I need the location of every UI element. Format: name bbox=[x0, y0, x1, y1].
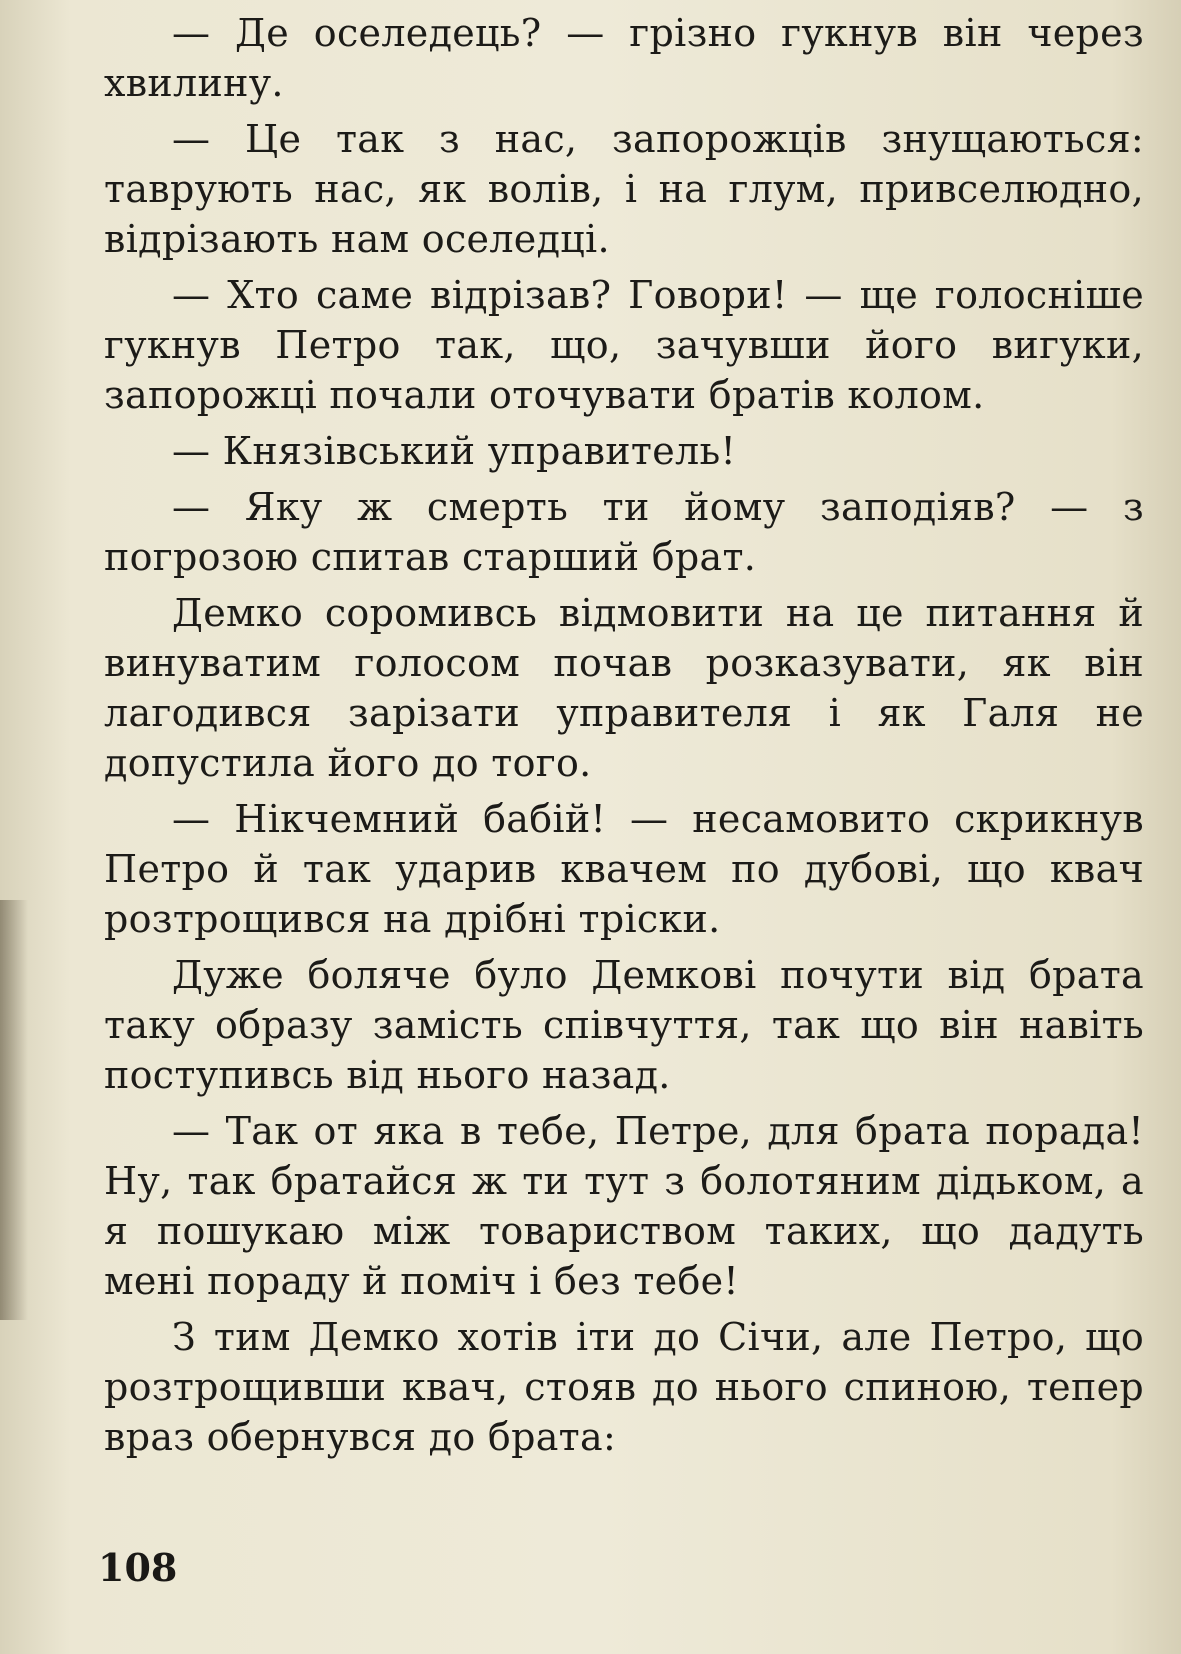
paragraph-9: — Так от яка в тебе, Петре, для брата порада! Ну, так братайся ж ти тут з болотяним дідьком, а я пошукаю між товариством таких, що дадуть мені пораду й поміч і без тебе! bbox=[104, 1109, 1144, 1303]
paragraph-7: — Нікчемний бабій! — несамовито скрикнув Петро й так ударив квачем по дубові, що квач розтрощився на дрібні тріски. bbox=[104, 797, 1144, 941]
page-edge-shadow bbox=[0, 900, 28, 1320]
paragraph-4: — Князівський управитель! bbox=[172, 429, 737, 473]
page-number: 108 bbox=[98, 1545, 178, 1590]
paragraph-8: Дуже боляче було Демкові почути від брата таку образу замість співчуття, так що він навіть поступивсь від нього назад. bbox=[104, 953, 1144, 1097]
paragraph-10: З тим Демко хотів іти до Січи, але Петро, що розтрощивши квач, стояв до нього спиною, тепер враз обернувся до брата: bbox=[104, 1315, 1144, 1459]
paragraph-5: — Яку ж смерть ти йому заподіяв? — з погрозою спитав старший брат. bbox=[104, 485, 1144, 579]
paragraph-3: — Хто саме відрізав? Говори! — ще голосніше гукнув Петро так, що, зачувши його вигуки, запорожці почали оточувати братів колом. bbox=[104, 273, 1144, 417]
paragraph-2: — Це так з нас, запорожців знущаються: таврують нас, як волів, і на глум, привселюдно, відрізають нам оселедці. bbox=[104, 117, 1144, 261]
paragraph-6: Демко соромивсь відмовити на це питання й винуватим голосом почав розказувати, як він лагодився зарізати управителя і як Галя не допустила його до того. bbox=[104, 591, 1144, 785]
paragraph-1: — Де оселедець? — грізно гукнув він через хвилину. bbox=[104, 11, 1144, 105]
page-text bbox=[104, 8, 1144, 1468]
